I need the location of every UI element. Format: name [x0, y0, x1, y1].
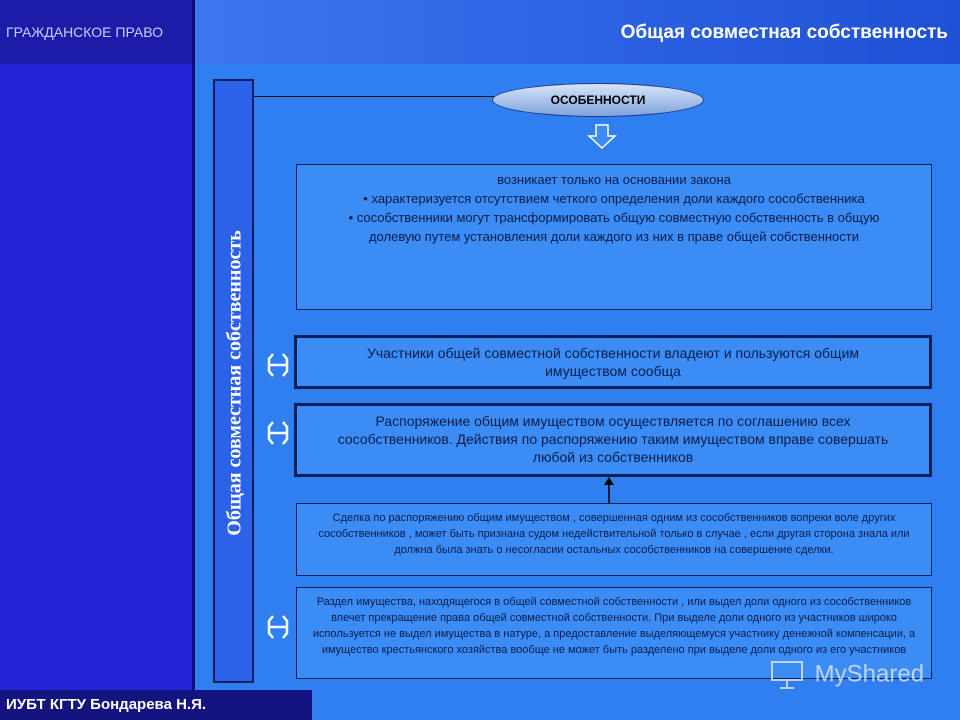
footer-author: ИУБТ КГТУ Бондарева Н.Я.: [0, 690, 312, 720]
left-strip: [0, 0, 192, 720]
double-arrow-icon: [267, 420, 289, 446]
down-arrow-icon: [587, 124, 617, 150]
feature-line: • сособственники могут трансформировать общую совместную собственность в общую долевую путем установления доли каждого из них в праве общей собственности: [348, 210, 880, 244]
use-box: Участники общей совместной собственности владеют и пользуются общим имуществом сообща: [294, 335, 932, 389]
course-title: ГРАЖДАНСКОЕ ПРАВО: [6, 24, 163, 40]
up-arrow-icon: [603, 476, 615, 504]
features-box: [296, 164, 932, 310]
watermark-text: MyShared: [814, 660, 925, 688]
presentation-icon: [770, 660, 804, 690]
title-bar: [195, 0, 960, 64]
vertical-label-bar: [213, 79, 254, 683]
division-box: Раздел имущества, находящегося в общей совместной собственности , или выдел доли одного из сособственников влечет прекращение права общей совместной собственности. При выделе доли одного из участников широко используется не выдел имущества в натуре, а предоставление выделяющемуся участнику денежной компенсации, а имущество крестьянского хозяйства вообще не может быть разделено при выделе доли одного из его участников: [296, 587, 932, 679]
transaction-box: Сделка по распоряжению общим имуществом , совершенная одним из сособственников вопреки воле других сособственников , может быть признана судом недействительной только в случае , если другая сторона знала или должна была знать о несогласии остальных сособственников на совершение сделки.: [296, 503, 932, 576]
features-oval: ОСОБЕННОСТИ: [492, 83, 704, 117]
vertical-label: Общая совместная собственность: [223, 230, 246, 536]
disposal-box: Распоряжение общим имуществом осуществляется по соглашению всех сособственников. Действия по распоряжению таким имуществом вправе совершать любой из собственников: [294, 403, 932, 477]
page-title: Общая совместная собственность: [620, 22, 948, 43]
feature-line: • характеризуется отсутствием четкого определения доли каждого сособственника: [363, 191, 865, 206]
watermark: [770, 660, 924, 690]
double-arrow-icon: [267, 614, 289, 640]
feature-line: возникает только на основании закона: [497, 172, 731, 187]
strip-divider: [192, 0, 195, 720]
double-arrow-icon: [267, 352, 289, 378]
connector-line: [254, 96, 494, 97]
